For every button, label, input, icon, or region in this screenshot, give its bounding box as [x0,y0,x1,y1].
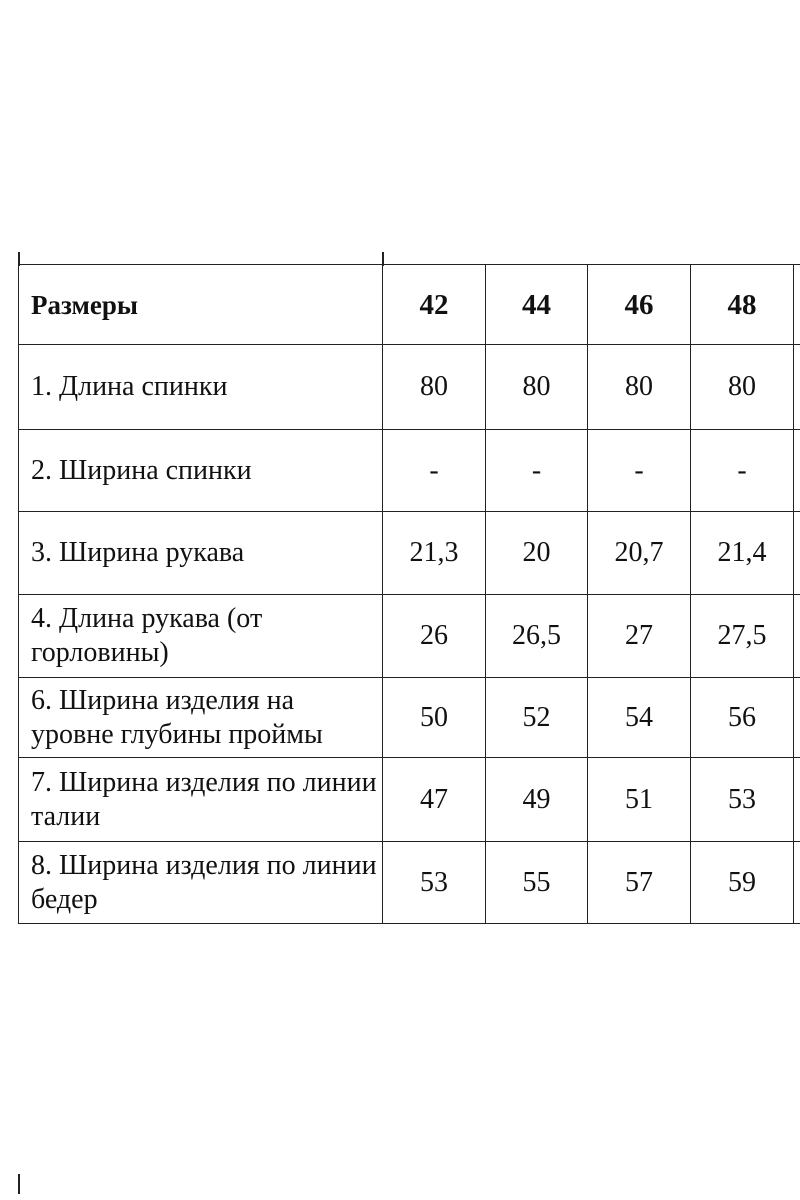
row-value: 21,3 [383,512,486,595]
row-value: 54 [588,678,691,758]
row-value: 80 [588,345,691,430]
table-row [19,595,800,678]
row-value: 51 [588,758,691,842]
row-value: 53 [383,842,486,924]
row-label: 4. Длина рукава (от горловины) [19,595,383,678]
table-header-row [19,265,800,345]
row-value: 56 [691,678,794,758]
row-value: 26 [383,595,486,678]
row-value: 20 [486,512,588,595]
table-row [19,842,800,924]
row-value: 50 [383,678,486,758]
cut-off-cell [794,678,800,758]
row-value: 80 [486,345,588,430]
row-label: 1. Длина спинки [19,345,383,430]
row-label: 2. Ширина спинки [19,430,383,512]
table-row [19,512,800,595]
row-value: - [486,430,588,512]
cut-off-cell [794,345,800,430]
row-label: 7. Ширина изделия по линии талии [19,758,383,842]
cut-off-cell [794,595,800,678]
row-value: 59 [691,842,794,924]
row-value: 26,5 [486,595,588,678]
size-header: 42 [383,265,486,345]
row-value: 21,4 [691,512,794,595]
table-row [19,430,800,512]
cut-off-cell [794,430,800,512]
row-value: 55 [486,842,588,924]
table-row [19,345,800,430]
size-header: 44 [486,265,588,345]
row-value: - [588,430,691,512]
size-table [18,264,800,924]
row-value: 57 [588,842,691,924]
size-header: 46 [588,265,691,345]
cut-off-cell [794,842,800,924]
row-value: 53 [691,758,794,842]
cut-off-cell [794,758,800,842]
row-value: 49 [486,758,588,842]
table-row [19,758,800,842]
row-value: 80 [383,345,486,430]
row-value: 27 [588,595,691,678]
row-value: 27,5 [691,595,794,678]
row-label: 3. Ширина рукава [19,512,383,595]
cut-off-cell [794,265,800,345]
row-value: 47 [383,758,486,842]
table-row [19,678,800,758]
size-header: 48 [691,265,794,345]
row-value: - [383,430,486,512]
row-label: 8. Ширина изделия по линии бедер [19,842,383,924]
cut-off-cell [794,512,800,595]
row-value: 52 [486,678,588,758]
row-label: 6. Ширина изделия на уровне глубины проймы [19,678,383,758]
row-value: - [691,430,794,512]
row-value: 80 [691,345,794,430]
row-value: 20,7 [588,512,691,595]
table-bottom-line-stub [18,1174,20,1194]
header-label: Размеры [19,265,383,345]
